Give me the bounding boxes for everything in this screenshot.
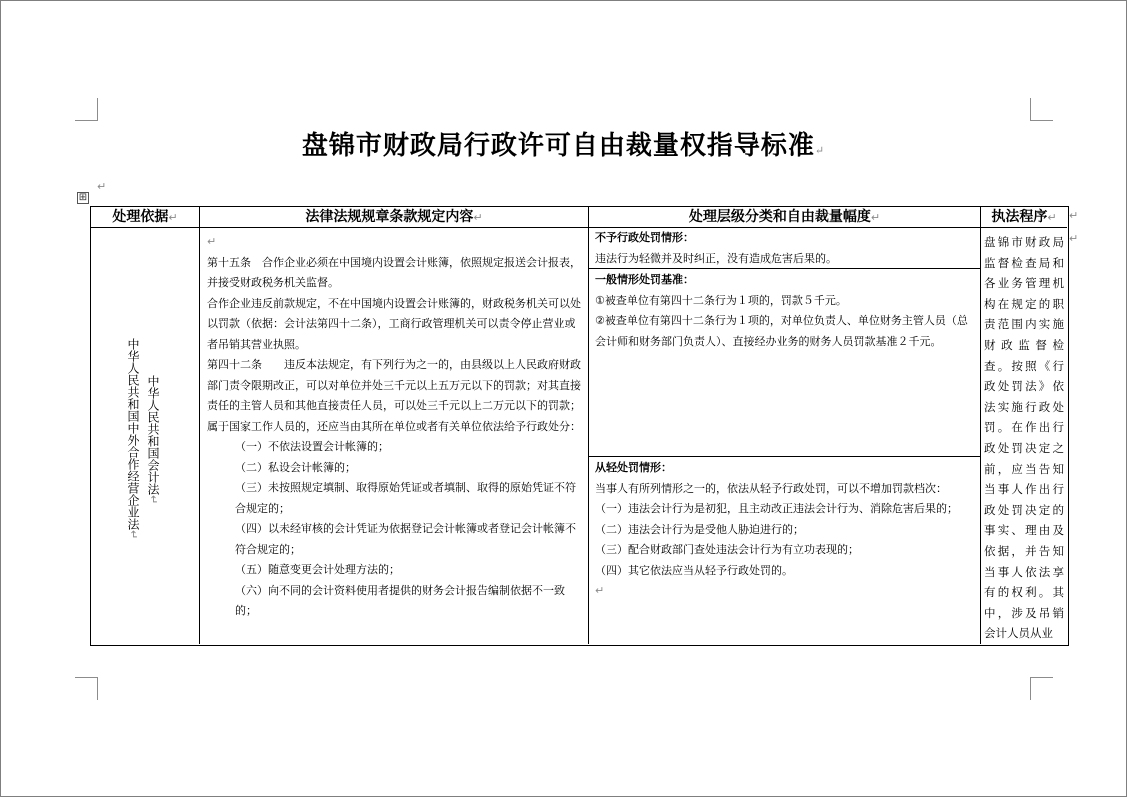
header-levels: 处理层级分类和自由裁量幅度↵	[688, 209, 881, 225]
document-title	[0, 125, 1127, 162]
paragraph-mark: ↵	[97, 180, 107, 193]
law-item: （六）向不同的会计资料使用者提供的财务会计报告编制依据不一致的；	[235, 583, 565, 617]
column-divider	[980, 206, 981, 644]
basis-law-accounting: 中华人民共和国会计法↵	[146, 375, 160, 505]
lighter-item: （四）其它依法应当从轻予行政处罚的。	[595, 563, 793, 577]
crop-mark-bottom-left	[75, 677, 98, 700]
lighter-penalty-section: 从轻处罚情形： 当事人有所列情形之一的，依法从轻予行政处罚，可以不增加罚款档次： （一）违法会计行为是初犯，且主动改正违法会计行为、消除危害后果的； （二）违法会计行为是受他人胁迫进行的； （三）配合财政部门查处违法会计行为有立功表现的； （四）其它依法应当从轻予行政处罚的。 ↵	[595, 458, 977, 602]
lighter-item: （三）配合财政部门查处违法会计行为有立功表现的；	[595, 543, 859, 556]
row-end-mark: ↵	[1069, 232, 1079, 245]
paragraph-mark: ↵	[814, 144, 826, 157]
general-item: ①被查单位有第四十二条行为１项的，罚款５千元。	[595, 293, 847, 307]
basis-law-jv: 中华人民共和国中外合作经营企业法↵	[126, 338, 140, 540]
header-law-content: 法律法规规章条款规定内容↵	[305, 209, 483, 225]
header-procedure: 执法程序↵	[991, 209, 1057, 225]
crop-mark-top-left	[75, 98, 98, 121]
law-content-cell: ↵ 第十五条 合作企业必须在中国境内设置会计账簿，依照规定报送会计报表，并接受财政税务机关监督。 合作企业违反前款规定，不在中国境内设置会计账簿的，财政税务机关可以处以罚款（依据：会计法第四十二条），工商行政管理机关可以责令停止营业或者吊销其营业执照。 第四十二条 违反本法规定，有下列行为之一的，由县级以上人民政府财政部门责令限期改正，可以对单位并处三千元以上五万元以下的罚款；对其直接责任的主管人员和其他直接责任人员，可以处三千元以上二万元以下的罚款；属于国家工作人员的，还应当由其所在单位或者有关单位依法给予行政处分： （一）不依法设置会计帐簿的； （二）私设会计帐簿的； （三）未按照规定填制、取得原始凭证或者填制、取得的原始凭证不符合规定的； （四）以未经审核的会计凭证为依据登记会计帐簿或者登记会计帐簿不符合规定的； （五）随意变更会计处理方法的； （六）向不同的会计资料使用者提供的财务会计报告编制依据不一致的；	[207, 232, 585, 622]
lighter-item: （一）违法会计行为是初犯，且主动改正违法会计行为、消除危害后果的；	[595, 502, 958, 515]
crop-mark-bottom-right	[1030, 677, 1053, 700]
crop-mark-top-right	[1030, 98, 1053, 121]
general-item: ②被查单位有第四十二条行为１项的，对单位负责人、单位财务主管人员（总会计师和财务部门负责人）、直接经办业务的财务人员罚款基准２千元。	[595, 314, 968, 348]
law-article-42: 第四十二条 违反本法规定，有下列行为之一的，由县级以上人民政府财政部门责令限期改正，可以对单位并处三千元以上五万元以下的罚款；对其直接责任的主管人员和其他直接责任人员，可以处三千元以上二万元以下的罚款；属于国家工作人员的，还应当由其所在单位或者有关单位依法给予行政处分：	[207, 358, 581, 433]
law-article-15-penalty: 合作企业违反前款规定，不在中国境内设置会计账簿的，财政税务机关可以处以罚款（依据：会计法第四十二条），工商行政管理机关可以责令停止营业或者吊销其营业执照。	[207, 296, 581, 351]
row-divider	[588, 456, 980, 457]
no-penalty-section: 不予行政处罚情形： 违法行为轻微并及时纠正，没有造成危害后果的。	[595, 231, 837, 265]
header-basis: 处理依据↵	[112, 209, 178, 225]
table-move-handle-icon[interactable]: ⊞	[78, 192, 88, 203]
column-divider	[199, 206, 200, 644]
title-text: 盘锦市财政局行政许可自由裁量权指导标准	[301, 131, 815, 161]
general-penalty-section: 一般情形处罚基准： ①被查单位有第四十二条行为１项的，罚款５千元。 ②被查单位有第四十二条行为１项的，对单位负责人、单位财务主管人员（总会计师和财务部门负责人）、直接经办业务的财务人员罚款基准２千元。	[595, 270, 977, 352]
law-item: （五）随意变更会计处理方法的；	[235, 563, 400, 576]
law-item: （三）未按照规定填制、取得原始凭证或者填制、取得的原始凭证不符合规定的；	[235, 481, 576, 515]
row-end-mark: ↵	[1069, 209, 1079, 222]
law-item: （四）以未经审核的会计凭证为依据登记会计帐簿或者登记会计帐簿不符合规定的；	[235, 522, 576, 556]
law-item: （一）不依法设置会计帐簿的；	[235, 440, 389, 453]
column-divider	[588, 206, 589, 644]
law-article-15: 第十五条 合作企业必须在中国境内设置会计账簿，依照规定报送会计报表，并接受财政税务机关监督。	[207, 255, 581, 289]
procedure-cell: 盘锦市财政局监督检查局和各业务管理机构在规定的职责范围内实施财政监督检查。按照《行政处罚法》依法实施行政处罚。在作出行政处罚决定之前，应当告知当事人作出行政处罚决定的事实、理由及依据，并告知当事人依法享有的权利。其中，涉及吊销会计人员从业	[984, 235, 1064, 641]
law-item: （二）私设会计帐簿的；	[235, 460, 356, 474]
lighter-item: （二）违法会计行为是受他人胁迫进行的；	[595, 522, 804, 536]
